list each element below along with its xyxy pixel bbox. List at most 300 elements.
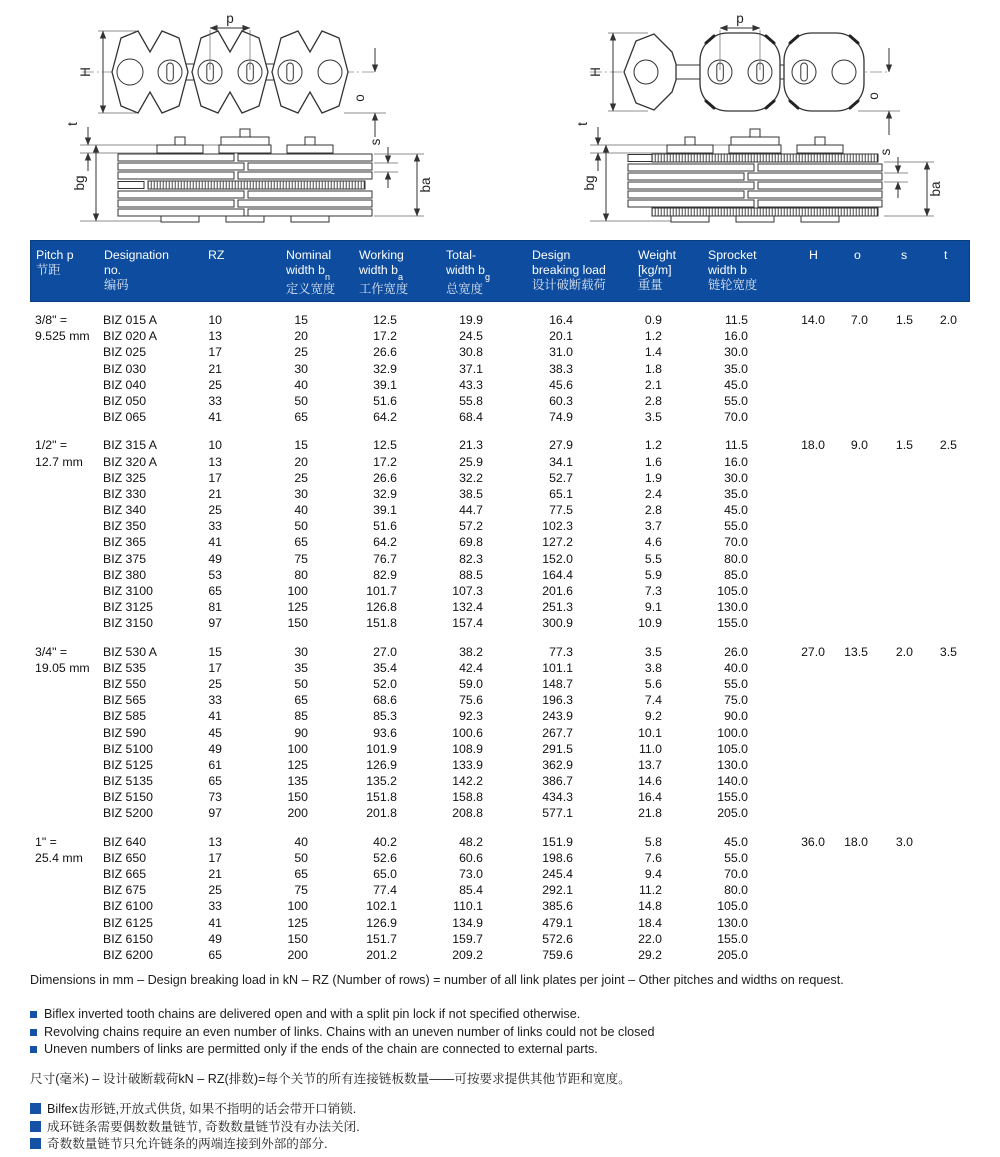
cell-weight: 1.6 <box>644 454 662 469</box>
cell-sprocket-width: 26.0 <box>724 644 748 659</box>
cell-o <box>825 361 868 377</box>
dim-label-t: t <box>575 122 590 126</box>
cell-o <box>825 676 868 692</box>
chain-top-view <box>78 12 386 137</box>
table-row <box>30 344 970 360</box>
cell-breaking-load: 362.9 <box>542 757 573 772</box>
cell-nominal-width: 30 <box>294 644 308 659</box>
cell-s: 1.5 <box>895 438 913 453</box>
cell-s <box>868 850 913 866</box>
cell-h: 14.0 <box>801 313 825 327</box>
cell-total-width: 158.8 <box>452 790 483 805</box>
cell-weight: 9.1 <box>644 600 662 615</box>
cell-t <box>913 502 957 518</box>
cell-rz: 65 <box>208 947 222 962</box>
cell-breaking-load: 201.6 <box>542 584 573 598</box>
cell-rz: 65 <box>208 774 222 789</box>
cell-weight: 2.4 <box>644 486 662 501</box>
cell-pitch <box>30 409 100 425</box>
cell-s <box>868 567 913 583</box>
cell-breaking-load: 434.3 <box>542 790 573 805</box>
cell-o <box>825 757 868 773</box>
cell-weight: 5.8 <box>644 834 662 849</box>
cell-sprocket-width: 70.0 <box>724 867 748 881</box>
table-row <box>30 502 970 518</box>
cell-weight: 16.4 <box>638 790 662 805</box>
cell-s <box>868 741 913 757</box>
cell-weight: 2.8 <box>644 503 662 518</box>
table-row <box>30 470 970 486</box>
cell-sprocket-width: 30.0 <box>724 470 748 485</box>
cell-sprocket-width: 130.0 <box>717 757 748 772</box>
cell-h <box>748 409 825 425</box>
cell-working-width: 151.8 <box>366 790 397 805</box>
cell-total-width: 21.3 <box>459 438 483 453</box>
cell-working-width: 32.9 <box>373 361 397 376</box>
col-header-total-width: Total- width $b_g$ 总宽度 <box>446 248 490 297</box>
table-row <box>30 805 970 821</box>
cell-working-width: 26.6 <box>373 345 397 360</box>
cell-t <box>913 454 957 470</box>
cell-h <box>748 328 825 344</box>
cell-nominal-width: 30 <box>294 361 308 376</box>
cell-pitch: 19.05 mm <box>35 660 90 675</box>
cell-sprocket-width: 11.5 <box>724 313 748 327</box>
diagrams-row <box>30 12 970 236</box>
cell-t <box>913 866 957 882</box>
cell-total-width: 24.5 <box>459 329 483 344</box>
cell-rz: 65 <box>208 584 222 598</box>
cell-t <box>913 931 957 947</box>
cell-weight: 0.9 <box>644 313 662 327</box>
dim-label-t: t <box>65 122 80 126</box>
cell-total-width: 107.3 <box>452 584 483 598</box>
cell-s <box>868 898 913 914</box>
bullet-square-icon <box>30 1103 41 1114</box>
cell-rz: 41 <box>208 915 222 930</box>
cell-nominal-width: 135 <box>287 774 308 789</box>
cell-o <box>825 915 868 931</box>
cell-t <box>913 361 957 377</box>
cell-rz: 33 <box>208 519 222 534</box>
cell-working-width: 51.6 <box>373 393 397 408</box>
bullet-square-icon <box>30 1138 41 1149</box>
cell-working-width: 101.7 <box>366 584 397 598</box>
cell-nominal-width: 80 <box>294 567 308 582</box>
cell-total-width: 60.6 <box>459 850 483 865</box>
cell-weight: 29.2 <box>638 947 662 962</box>
dim-label-o: o <box>866 92 881 100</box>
cell-t <box>913 805 957 821</box>
cell-t <box>913 328 957 344</box>
cell-pitch <box>30 741 100 757</box>
cell-working-width: 26.6 <box>373 470 397 485</box>
cell-rz: 13 <box>208 834 222 849</box>
cell-designation: BIZ 640 <box>103 834 147 849</box>
cell-nominal-width: 40 <box>294 834 308 849</box>
cell-designation: BIZ 6125 <box>103 915 153 930</box>
cell-o <box>825 773 868 789</box>
cell-total-width: 69.8 <box>459 535 483 550</box>
cell-total-width: 133.9 <box>452 757 483 772</box>
cell-rz: 41 <box>208 410 222 425</box>
cell-breaking-load: 251.3 <box>542 600 573 615</box>
cell-designation: BIZ 050 <box>103 393 147 408</box>
table-row <box>30 409 970 425</box>
cell-total-width: 132.4 <box>452 600 483 615</box>
bullet-line <box>30 1101 360 1119</box>
cell-working-width: 27.0 <box>373 644 397 659</box>
cell-designation: BIZ 5100 <box>103 741 153 756</box>
cell-pitch <box>30 789 100 805</box>
cell-rz: 97 <box>208 806 222 821</box>
cell-weight: 7.6 <box>644 850 662 865</box>
cell-t <box>913 377 957 393</box>
cell-o <box>825 789 868 805</box>
cell-pitch: 12.7 mm <box>35 454 83 469</box>
col-header-s: s <box>901 248 908 262</box>
cell-working-width: 76.7 <box>373 551 397 566</box>
cell-o <box>825 866 868 882</box>
cell-t <box>913 708 957 724</box>
cell-weight: 2.1 <box>644 377 662 392</box>
cell-h <box>748 947 825 963</box>
cell-pitch <box>30 915 100 931</box>
cell-sprocket-width: 140.0 <box>717 774 748 789</box>
table-row <box>30 898 970 914</box>
cell-total-width: 57.2 <box>459 519 483 534</box>
cell-h <box>748 882 825 898</box>
table-row <box>30 850 970 866</box>
cell-nominal-width: 100 <box>287 899 308 914</box>
cell-s <box>868 866 913 882</box>
bullet-text: 奇数数量链节只允许链条的两端连接到外部的部分. <box>47 1137 328 1151</box>
cell-rz: 15 <box>208 644 222 659</box>
cell-weight: 5.9 <box>644 567 662 582</box>
cell-pitch <box>30 866 100 882</box>
table-body <box>30 312 970 963</box>
cell-rz: 13 <box>208 329 222 344</box>
cell-sprocket-width: 105.0 <box>717 741 748 756</box>
cell-sprocket-width: 35.0 <box>724 361 748 376</box>
cell-h: 36.0 <box>801 834 825 849</box>
col-header-h: H <box>809 248 818 262</box>
cell-nominal-width: 30 <box>294 486 308 501</box>
cell-rz: 33 <box>208 693 222 708</box>
cell-h <box>748 757 825 773</box>
cell-designation: BIZ 065 <box>103 410 147 425</box>
cell-nominal-width: 125 <box>287 600 308 615</box>
cell-t <box>913 470 957 486</box>
cell-s <box>868 757 913 773</box>
cell-sprocket-width: 130.0 <box>717 600 748 615</box>
cell-o <box>825 898 868 914</box>
bullet-square-icon <box>30 1121 41 1132</box>
cell-pitch: 3/8" = <box>35 313 68 327</box>
cell-t <box>913 915 957 931</box>
cell-rz: 17 <box>208 345 222 360</box>
cell-weight: 14.8 <box>638 899 662 914</box>
dim-label-bg: bg <box>72 175 87 191</box>
cell-h <box>748 898 825 914</box>
cell-h <box>748 361 825 377</box>
table-row <box>30 773 970 789</box>
table-row <box>30 725 970 741</box>
cell-breaking-load: 198.6 <box>542 850 573 865</box>
cell-total-width: 25.9 <box>459 454 483 469</box>
cell-designation: BIZ 5200 <box>103 806 153 821</box>
cell-designation: BIZ 550 <box>103 676 147 691</box>
cell-weight: 10.9 <box>638 616 662 631</box>
cell-rz: 21 <box>208 486 222 501</box>
cell-pitch <box>30 470 100 486</box>
cell-o <box>825 692 868 708</box>
cell-weight: 5.5 <box>644 551 662 566</box>
cell-pitch <box>30 344 100 360</box>
cell-rz: 25 <box>208 883 222 898</box>
cell-t <box>913 725 957 741</box>
cell-h <box>748 805 825 821</box>
cell-rz: 17 <box>208 470 222 485</box>
cell-designation: BIZ 030 <box>103 361 147 376</box>
cell-designation: BIZ 6200 <box>103 947 153 962</box>
table-row <box>30 692 970 708</box>
cell-working-width: 102.1 <box>366 899 397 914</box>
cell-total-width: 157.4 <box>452 616 483 631</box>
cell-o <box>825 534 868 550</box>
cell-o <box>825 947 868 963</box>
cell-designation: BIZ 020 A <box>103 329 158 344</box>
cell-weight: 11.2 <box>638 883 662 898</box>
table-row <box>30 615 970 631</box>
cell-sprocket-width: 105.0 <box>717 584 748 598</box>
cell-rz: 21 <box>208 867 222 881</box>
cell-s <box>868 789 913 805</box>
cell-rz: 21 <box>208 361 222 376</box>
cell-working-width: 40.2 <box>373 834 397 849</box>
dim-label-s: s <box>878 148 893 156</box>
table-row <box>30 789 970 805</box>
cell-designation: BIZ 6150 <box>103 931 153 946</box>
cell-rz: 81 <box>208 600 222 615</box>
cell-total-width: 73.0 <box>459 867 483 881</box>
cell-h <box>748 773 825 789</box>
cell-total-width: 37.1 <box>459 361 483 376</box>
cell-nominal-width: 150 <box>287 616 308 631</box>
cell-h <box>748 599 825 615</box>
cell-nominal-width: 50 <box>294 393 308 408</box>
table-row <box>30 660 970 676</box>
cell-rz: 49 <box>208 931 222 946</box>
table-row <box>30 361 970 377</box>
cell-t <box>913 692 957 708</box>
table-row <box>30 534 970 550</box>
cell-nominal-width: 20 <box>294 329 308 344</box>
cell-breaking-load: 52.7 <box>549 470 573 485</box>
cell-working-width: 52.6 <box>373 850 397 865</box>
note-en: Dimensions in mm – Design breaking load in kN – RZ (Number of rows) = number of all link plates per joint – Other pitches and widths on request. <box>30 973 844 987</box>
cell-pitch <box>30 676 100 692</box>
cell-nominal-width: 40 <box>294 377 308 392</box>
cell-t <box>913 834 957 850</box>
cell-rz: 45 <box>208 725 222 740</box>
cell-designation: BIZ 325 <box>103 470 147 485</box>
cell-designation: BIZ 320 A <box>103 454 158 469</box>
cell-designation: BIZ 3100 <box>103 584 153 598</box>
chain-side-view <box>65 122 433 222</box>
cell-sprocket-width: 130.0 <box>717 915 748 930</box>
cell-s: 3.0 <box>895 834 913 849</box>
cell-nominal-width: 100 <box>287 741 308 756</box>
cell-sprocket-width: 16.0 <box>724 454 748 469</box>
cell-weight: 4.6 <box>644 535 662 550</box>
cell-h <box>748 470 825 486</box>
cell-o <box>825 409 868 425</box>
cell-breaking-load: 34.1 <box>549 454 573 469</box>
cell-working-width: 82.9 <box>373 567 397 582</box>
cell-t <box>913 534 957 550</box>
cell-t <box>913 615 957 631</box>
cell-breaking-load: 102.3 <box>542 519 573 534</box>
cell-h <box>748 567 825 583</box>
cell-sprocket-width: 55.0 <box>724 393 748 408</box>
cell-s <box>868 882 913 898</box>
cell-breaking-load: 20.1 <box>549 329 573 344</box>
table-section <box>30 312 970 425</box>
cell-nominal-width: 125 <box>287 915 308 930</box>
cell-t: 2.5 <box>939 438 957 453</box>
cell-breaking-load: 151.9 <box>542 834 573 849</box>
cell-sprocket-width: 70.0 <box>724 535 748 550</box>
table-row <box>30 644 970 660</box>
cell-working-width: 32.9 <box>373 486 397 501</box>
bullet-text: Bilfex齿形链,开放式供货, 如果不指明的话会带开口销锁. <box>47 1102 357 1116</box>
cell-o: 7.0 <box>850 313 868 327</box>
table-row <box>30 741 970 757</box>
cell-rz: 73 <box>208 790 222 805</box>
table-section <box>30 437 970 631</box>
cell-pitch <box>30 898 100 914</box>
cell-s <box>868 486 913 502</box>
cell-working-width: 151.7 <box>366 931 397 946</box>
cell-o <box>825 551 868 567</box>
cell-s <box>868 518 913 534</box>
cell-pitch <box>30 882 100 898</box>
cell-h <box>748 551 825 567</box>
cell-nominal-width: 50 <box>294 676 308 691</box>
bullet-square-icon <box>30 1029 37 1036</box>
cell-weight: 21.8 <box>638 806 662 821</box>
cell-breaking-load: 101.1 <box>542 660 573 675</box>
cell-nominal-width: 25 <box>294 470 308 485</box>
cell-t <box>913 599 957 615</box>
cell-t <box>913 850 957 866</box>
col-header-sprocket-width: Sprocket width b 链轮宽度 <box>708 248 758 292</box>
cell-total-width: 110.1 <box>453 899 483 914</box>
cell-total-width: 82.3 <box>459 551 483 566</box>
table-row <box>30 947 970 963</box>
col-header-pitch: Pitch p 节距 <box>36 248 74 277</box>
cell-rz: 25 <box>208 676 222 691</box>
cell-pitch: 1" = <box>35 834 57 849</box>
cell-nominal-width: 85 <box>294 709 308 724</box>
cell-pitch <box>30 725 100 741</box>
table-row <box>30 676 970 692</box>
cell-nominal-width: 100 <box>287 584 308 598</box>
cell-o <box>825 805 868 821</box>
cell-t: 3.5 <box>939 644 957 659</box>
cell-pitch <box>30 486 100 502</box>
cell-breaking-load: 16.4 <box>549 313 573 327</box>
cell-pitch <box>30 708 100 724</box>
cell-designation: BIZ 315 A <box>103 438 158 453</box>
table-row <box>30 377 970 393</box>
cell-designation: BIZ 015 A <box>103 313 158 327</box>
bullet-list-zh <box>30 1101 360 1154</box>
cell-pitch: 3/4" = <box>35 644 68 659</box>
cell-h <box>748 915 825 931</box>
cell-sprocket-width: 45.0 <box>724 377 748 392</box>
cell-nominal-width: 75 <box>294 551 308 566</box>
cell-s <box>868 377 913 393</box>
cell-sprocket-width: 80.0 <box>724 883 748 898</box>
cell-working-width: 39.1 <box>373 377 397 392</box>
cell-weight: 22.0 <box>638 931 662 946</box>
cell-working-width: 101.9 <box>366 741 397 756</box>
cell-o <box>825 931 868 947</box>
cell-pitch <box>30 377 100 393</box>
cell-weight: 7.4 <box>644 693 662 708</box>
col-header-o: o <box>854 248 861 262</box>
cell-nominal-width: 50 <box>294 519 308 534</box>
cell-s <box>868 328 913 344</box>
table-row <box>30 567 970 583</box>
bullet-list-en <box>30 1006 654 1059</box>
cell-sprocket-width: 90.0 <box>724 709 748 724</box>
cell-rz: 41 <box>208 535 222 550</box>
cell-pitch <box>30 393 100 409</box>
cell-pitch: 1/2" = <box>35 438 68 453</box>
cell-weight: 3.7 <box>644 519 662 534</box>
table-row <box>30 866 970 882</box>
cell-pitch <box>30 518 100 534</box>
biflex-chain-diagram-right <box>540 12 970 236</box>
cell-working-width: 52.0 <box>373 676 397 691</box>
cell-s <box>868 947 913 963</box>
bullet-line <box>30 1006 654 1024</box>
col-header-designation: Designation no. 编码 <box>104 248 169 292</box>
cell-nominal-width: 75 <box>294 883 308 898</box>
table-row <box>30 312 970 328</box>
cell-sprocket-width: 100.0 <box>717 725 748 740</box>
cell-o: 13.5 <box>844 644 868 659</box>
cell-working-width: 17.2 <box>373 329 397 344</box>
cell-designation: BIZ 665 <box>103 867 147 881</box>
cell-s <box>868 551 913 567</box>
cell-sprocket-width: 11.5 <box>724 438 748 453</box>
cell-breaking-load: 77.5 <box>549 503 573 518</box>
cell-rz: 97 <box>208 616 222 631</box>
cell-total-width: 38.2 <box>459 644 483 659</box>
bullet-text: Biflex inverted tooth chains are delivered open and with a split pin lock if not specified otherwise. <box>44 1007 581 1021</box>
cell-s <box>868 676 913 692</box>
cell-h <box>748 502 825 518</box>
cell-designation: BIZ 5125 <box>103 757 153 772</box>
cell-t <box>913 882 957 898</box>
cell-s <box>868 409 913 425</box>
cell-s <box>868 615 913 631</box>
cell-breaking-load: 196.3 <box>542 693 573 708</box>
